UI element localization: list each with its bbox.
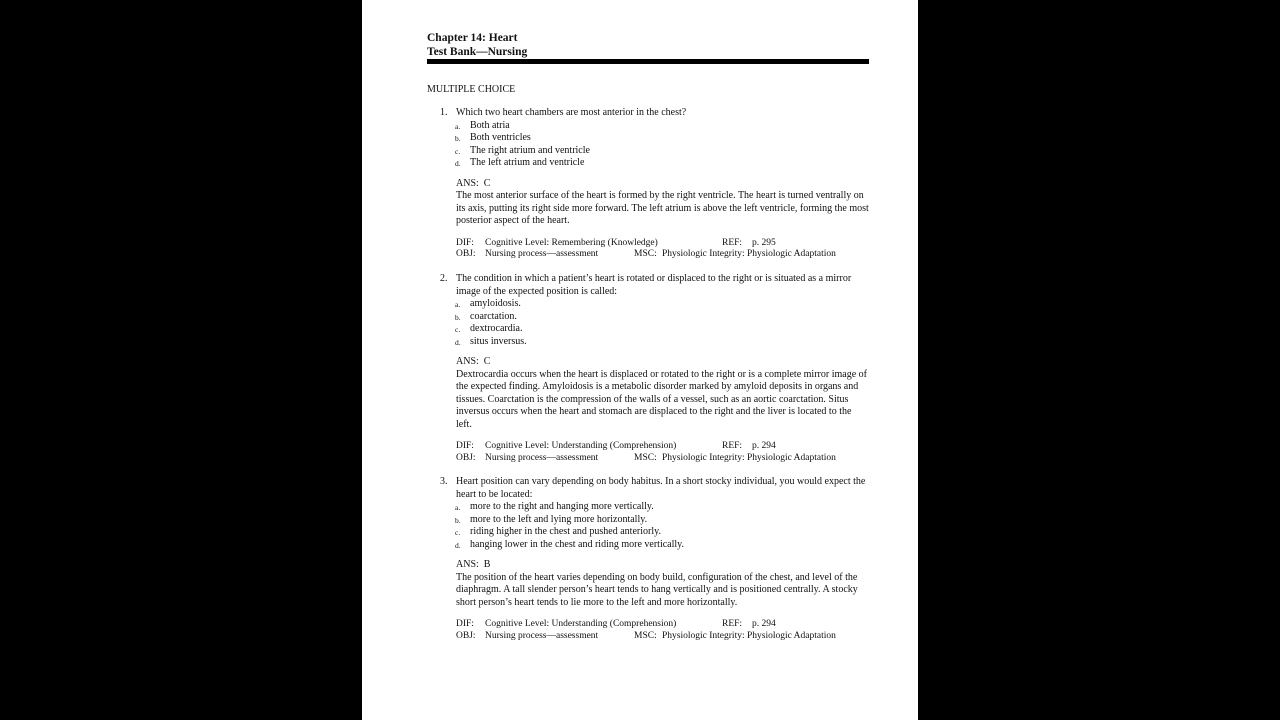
dif-label: DIF: [456,441,474,451]
chapter-title: Chapter 14: Heart [427,32,518,44]
answer-option-b [427,311,869,324]
option-text: hanging lower in the chest and riding more vertically. [470,538,685,550]
obj-label: OBJ: [456,452,476,463]
option-letter: b. [455,515,461,525]
obj-value: Nursing process—assessment [485,630,599,641]
answer-option-a [427,298,869,311]
answer-option-d [427,157,869,170]
rationale-text: The most anterior surface of the heart is formed by the right ventricle. The heart is turned ventrally on its axis, putting its right side more forward. The left atrium is above the left ventricle, forming the most posterior aspect of the heart. [456,190,869,226]
option-text: The right atrium and ventricle [470,144,590,156]
option-letter: c. [455,325,461,334]
answer-option-b [427,514,869,527]
answer-option-a [427,120,869,133]
option-letter: a. [455,503,461,512]
msc-value: Physiologic Integrity: Physiologic Adaptation [662,630,836,641]
ref-label: REF: [722,237,743,248]
question-1 [427,107,869,261]
msc-label: MSC: [634,249,657,259]
dif-label: DIF: [456,237,474,248]
document-page [362,0,918,720]
document-subtitle: Test Bank—Nursing [427,45,528,58]
question-number: 3. [440,476,448,487]
ref-value: p. 294 [752,619,776,629]
question-2 [427,273,869,464]
answer-option-d [427,539,869,552]
question-text: Heart position can vary depending on body habitus. In a short stocky individual, you would expect the heart to be located: [456,476,866,500]
obj-value: Nursing process—assessment [485,452,599,463]
answer-option-d [427,336,869,349]
answer-option-c [427,526,869,539]
option-text: Both atria [470,119,510,131]
answer-key: ANS: B [456,559,491,570]
question-stem [427,273,869,298]
question-number: 2. [440,273,448,284]
ref-value: p. 295 [752,237,776,248]
option-text: riding higher in the chest and pushed anteriorly. [470,526,661,537]
question-text: Which two heart chambers are most anterior in the chest? [456,107,687,118]
question-metadata [427,441,869,464]
option-letter: d. [455,337,461,347]
dif-value: Cognitive Level: Remembering (Knowledge) [485,237,658,248]
ref-label: REF: [722,619,743,629]
dif-value: Cognitive Level: Understanding (Comprehension) [485,619,677,629]
msc-value: Physiologic Integrity: Physiologic Adaptation [662,249,836,259]
answer-option-b [427,132,869,145]
header-rule [427,59,869,64]
question-3 [427,476,869,642]
question-stem [427,107,869,120]
ref-value: p. 294 [752,441,776,451]
option-text: amyloidosis. [470,298,521,309]
question-metadata [427,619,869,642]
answer-option-c [427,145,869,158]
option-text: situs inversus. [470,335,527,347]
msc-label: MSC: [634,452,657,463]
option-letter: a. [455,121,461,131]
option-letter: d. [455,159,461,168]
option-text: The left atrium and ventricle [470,157,585,168]
answer-key: ANS: C [456,356,491,367]
option-text: dextrocardia. [470,323,523,334]
option-letter: d. [455,540,461,550]
option-text: Both ventricles [470,132,531,143]
rationale-text: The position of the heart varies depending on body build, configuration of the chest, and level of the diaphragm. A tall slender person’s heart tends to hang vertically and is positioned centrally. A stocky short person’s heart tends to lie more to the left and more horizontally. [456,571,858,608]
option-letter: c. [455,146,461,156]
option-text: more to the right and hanging more vertically. [470,501,654,512]
option-letter: c. [455,528,461,537]
answer-key: ANS: C [456,177,491,189]
option-text: coarctation. [470,310,517,322]
option-letter: a. [455,300,461,309]
question-number: 1. [440,107,448,118]
page-header [427,32,869,59]
section-label: MULTIPLE CHOICE [427,84,516,95]
answer-option-a [427,501,869,514]
dif-label: DIF: [456,619,474,629]
question-stem [427,476,869,501]
question-text: The condition in which a patient’s heart is rotated or displaced to the right or is situated as a mirror image of the expected position is called: [456,273,852,297]
obj-label: OBJ: [456,630,476,641]
dif-value: Cognitive Level: Understanding (Comprehension) [485,441,677,451]
msc-label: MSC: [634,630,657,641]
option-letter: b. [455,134,461,143]
msc-value: Physiologic Integrity: Physiologic Adaptation [662,452,836,463]
option-text: more to the left and lying more horizontally. [470,513,648,525]
question-metadata [427,238,869,261]
obj-value: Nursing process—assessment [485,249,599,259]
obj-label: OBJ: [456,249,476,259]
ref-label: REF: [722,441,743,451]
rationale-text: Dextrocardia occurs when the heart is displaced or rotated to the right or is a complete mirror image of the expected finding. Amyloidosis is a metabolic disorder marked by amyloid deposits in organs and tissues. Coarctation is the compression of the walls of a vessel, such as an aortic coarctation. Situs inversus occurs when the heart and stomach are displaced to the right and the liver is located to the left. [456,368,867,430]
option-letter: b. [455,312,461,322]
answer-option-c [427,323,869,336]
